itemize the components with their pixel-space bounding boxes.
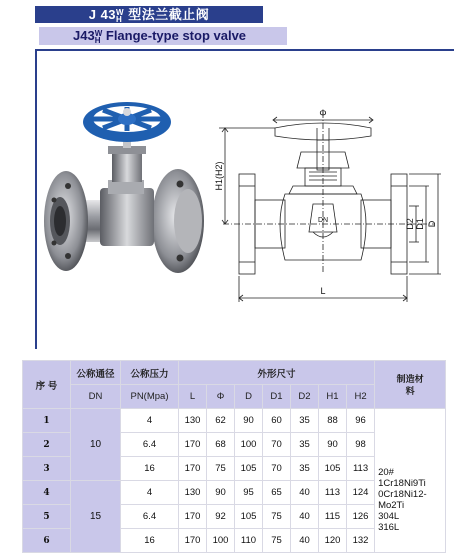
- L-value: 170: [179, 505, 207, 529]
- header-pn: PN(Mpa): [121, 385, 179, 409]
- pn-value: 4: [121, 481, 179, 505]
- D2-value: 40: [291, 505, 319, 529]
- phi-value: 75: [207, 457, 235, 481]
- header-H1: H1: [319, 385, 347, 409]
- L-value: 170: [179, 457, 207, 481]
- subtitle-banner: [39, 27, 287, 45]
- phi-value: 100: [207, 529, 235, 553]
- pn-value: 16: [121, 529, 179, 553]
- phi-value: 90: [207, 481, 235, 505]
- drawing-phi-label: Φ: [319, 108, 327, 118]
- D1-value: 70: [263, 457, 291, 481]
- header-phi: Φ: [207, 385, 235, 409]
- material-item: 20#: [378, 467, 394, 478]
- title-sup: W: [116, 7, 125, 17]
- title-prefix: J 43: [88, 7, 117, 22]
- H2-value: 113: [347, 457, 375, 481]
- header-H2: H2: [347, 385, 375, 409]
- drawing-l-label: L: [320, 286, 326, 296]
- pn-value: 6.4: [121, 505, 179, 529]
- row-index: 2: [23, 433, 71, 457]
- subtitle-prefix: J43: [73, 28, 95, 43]
- phi-value: 68: [207, 433, 235, 457]
- phi-value: 62: [207, 409, 235, 433]
- D2-value: 40: [291, 481, 319, 505]
- row-index: 1: [23, 409, 71, 433]
- header-D2: D2: [291, 385, 319, 409]
- frame-left-line: [35, 49, 37, 349]
- header-L: L: [179, 385, 207, 409]
- H1-value: 90: [319, 433, 347, 457]
- D-value: 110: [235, 529, 263, 553]
- valve-bonnet: [112, 150, 142, 182]
- header-D1: D1: [263, 385, 291, 409]
- header-D: D: [235, 385, 263, 409]
- table-row: [23, 409, 446, 433]
- drawing-d2-label: D2: [405, 218, 415, 230]
- D2-value: 40: [291, 529, 319, 553]
- spec-table: [22, 360, 446, 553]
- header-dn: DN: [71, 385, 121, 409]
- H1-value: 88: [319, 409, 347, 433]
- D-value: 105: [235, 457, 263, 481]
- D2-value: 35: [291, 457, 319, 481]
- subtitle-rest: Flange-type stop valve: [102, 28, 247, 43]
- dn-group-value: 10: [71, 409, 121, 481]
- L-value: 170: [179, 529, 207, 553]
- phi-value: 92: [207, 505, 235, 529]
- H2-value: 126: [347, 505, 375, 529]
- D1-value: 65: [263, 481, 291, 505]
- drawing-h1h2-label: H1(H2): [214, 161, 224, 191]
- H1-value: 120: [319, 529, 347, 553]
- pn-value: 16: [121, 457, 179, 481]
- material-item: 1Cr18Ni9Ti: [378, 478, 426, 489]
- header-index: 序 号: [23, 361, 71, 409]
- H1-value: 115: [319, 505, 347, 529]
- frame-top-line: [35, 49, 454, 51]
- pn-value: 4: [121, 409, 179, 433]
- pn-value: 6.4: [121, 433, 179, 457]
- material-item: 0Cr18Ni12-: [378, 489, 427, 500]
- title-cn-text: 型法兰截止阀: [128, 7, 210, 22]
- D2-value: 35: [291, 409, 319, 433]
- header-dn-cn: 公称通径: [71, 361, 121, 385]
- H1-value: 105: [319, 457, 347, 481]
- drawing-dn-label: DN: [317, 217, 329, 224]
- D1-value: 60: [263, 409, 291, 433]
- D-value: 95: [235, 481, 263, 505]
- D1-value: 75: [263, 505, 291, 529]
- drawing-d-label: D: [427, 220, 437, 228]
- material-item: 316L: [378, 522, 400, 533]
- H1-value: 113: [319, 481, 347, 505]
- D2-value: 35: [291, 433, 319, 457]
- H2-value: 124: [347, 481, 375, 505]
- L-value: 170: [179, 433, 207, 457]
- header-material-text: 制造材料: [396, 373, 424, 396]
- material-item: Mo2Ti: [378, 500, 405, 511]
- D-value: 105: [235, 505, 263, 529]
- subtitle-sup: W: [94, 28, 103, 38]
- valve-drawing: [213, 82, 449, 318]
- D1-value: 70: [263, 433, 291, 457]
- H2-value: 96: [347, 409, 375, 433]
- L-value: 130: [179, 481, 207, 505]
- row-index: 6: [23, 529, 71, 553]
- D-value: 90: [235, 409, 263, 433]
- header-dims: 外形尺寸: [179, 361, 375, 385]
- material-item: 304L: [378, 511, 400, 522]
- title-banner: [35, 6, 263, 23]
- material-list: [375, 409, 446, 553]
- H2-value: 98: [347, 433, 375, 457]
- title-sub: H: [116, 14, 123, 24]
- L-value: 130: [179, 409, 207, 433]
- D1-value: 75: [263, 529, 291, 553]
- row-index: 3: [23, 457, 71, 481]
- subtitle-sub: H: [94, 35, 101, 45]
- row-index: 5: [23, 505, 71, 529]
- valve-photo: [38, 88, 218, 288]
- header-material: [375, 361, 446, 409]
- D-value: 100: [235, 433, 263, 457]
- drawing-d1-label: D1: [415, 218, 425, 230]
- dn-group-value: 15: [71, 481, 121, 553]
- row-index: 4: [23, 481, 71, 505]
- valve-center-body: [100, 188, 154, 246]
- header-pn-cn: 公称压力: [121, 361, 179, 385]
- H2-value: 132: [347, 529, 375, 553]
